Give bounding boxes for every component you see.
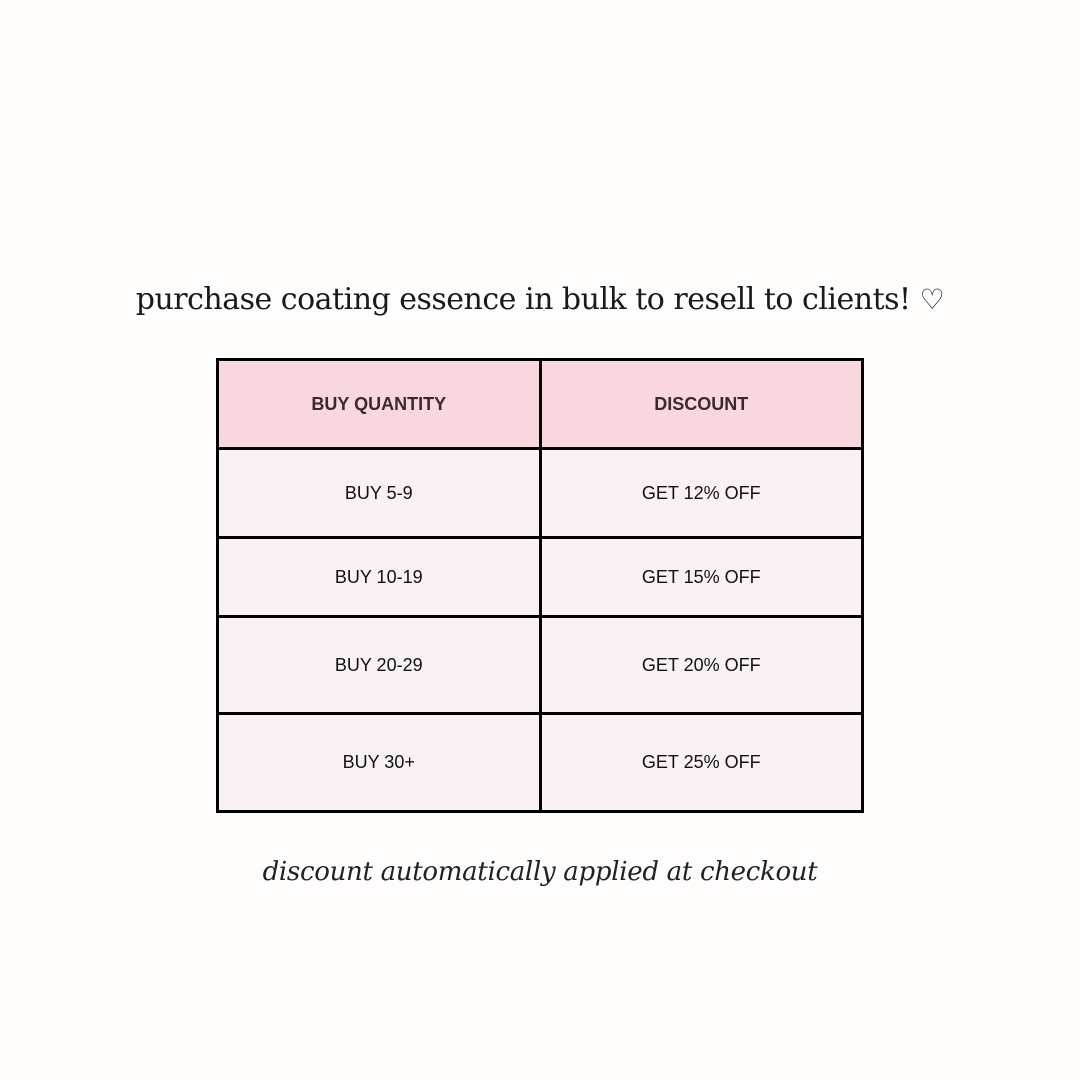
discount-cell: GET 15% OFF <box>540 538 863 617</box>
header-discount: DISCOUNT <box>540 360 863 449</box>
heart-icon: ♡ <box>919 283 945 316</box>
discount-cell: GET 12% OFF <box>540 449 863 538</box>
discount-cell: GET 25% OFF <box>540 714 863 812</box>
quantity-cell: BUY 30+ <box>218 714 541 812</box>
table-row <box>218 714 863 812</box>
quantity-cell: BUY 5-9 <box>218 449 541 538</box>
table-row <box>218 538 863 617</box>
checkout-footnote: discount automatically applied at checkout <box>262 857 818 887</box>
bulk-discount-table <box>216 358 864 813</box>
table-row <box>218 449 863 538</box>
headline <box>0 278 1080 322</box>
table-row <box>218 617 863 714</box>
table-header-row <box>218 360 863 449</box>
quantity-cell: BUY 10-19 <box>218 538 541 617</box>
headline-text: purchase coating essence in bulk to resell to clients! <box>135 282 911 317</box>
quantity-cell: BUY 20-29 <box>218 617 541 714</box>
discount-cell: GET 20% OFF <box>540 617 863 714</box>
header-buy-quantity: BUY QUANTITY <box>218 360 541 449</box>
